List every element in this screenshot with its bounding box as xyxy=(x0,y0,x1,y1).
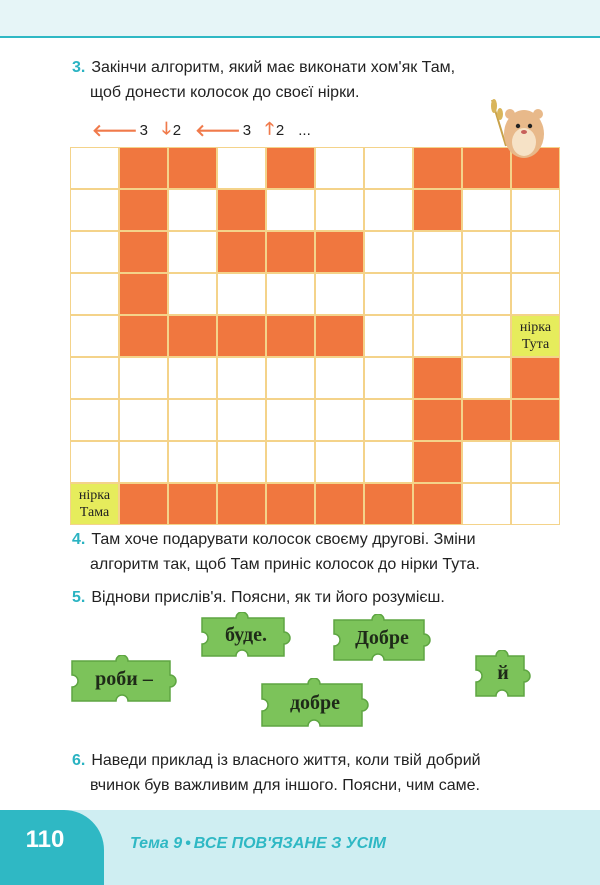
path-cell xyxy=(218,484,265,524)
empty-cell xyxy=(463,190,510,230)
task-text: алгоритм так, щоб Там приніс колосок до нірки Тута. xyxy=(90,556,480,573)
puzzle-word: Добре xyxy=(355,627,409,649)
arrow-up-icon: 🡑 xyxy=(265,119,274,138)
empty-cell xyxy=(71,232,118,272)
puzzle-piece[interactable] xyxy=(198,612,294,662)
arrow-left-icon: 🡐 xyxy=(195,120,241,140)
task-5 xyxy=(72,585,445,610)
empty-cell xyxy=(365,316,412,356)
empty-cell xyxy=(463,316,510,356)
empty-cell xyxy=(512,484,559,524)
empty-cell xyxy=(71,400,118,440)
task-6 xyxy=(72,748,481,798)
arrow-left-icon: 🡐 xyxy=(92,120,138,140)
empty-cell xyxy=(316,274,363,314)
empty-cell xyxy=(218,148,265,188)
footer-theme xyxy=(130,835,386,853)
puzzle-piece[interactable] xyxy=(472,650,534,702)
burrow-name: Тута xyxy=(521,337,550,352)
puzzle-piece[interactable] xyxy=(68,655,180,707)
empty-cell xyxy=(512,190,559,230)
algorithm-step xyxy=(265,116,284,145)
empty-cell xyxy=(512,274,559,314)
step-count: 3 xyxy=(139,122,148,139)
path-cell xyxy=(414,400,461,440)
path-cell xyxy=(120,232,167,272)
empty-cell xyxy=(316,400,363,440)
empty-cell xyxy=(316,190,363,230)
path-cell xyxy=(120,148,167,188)
step-count: 3 xyxy=(242,122,252,139)
path-cell xyxy=(316,316,363,356)
empty-cell xyxy=(512,442,559,482)
path-cell xyxy=(218,316,265,356)
empty-cell xyxy=(120,358,167,398)
task-number: 6. xyxy=(72,752,86,769)
path-cell xyxy=(169,484,216,524)
empty-cell xyxy=(365,274,412,314)
task-text: Закінчи алгоритм, який має виконати хом'як Там, xyxy=(91,59,456,76)
path-cell xyxy=(512,400,559,440)
path-cell xyxy=(218,232,265,272)
empty-cell xyxy=(169,274,216,314)
theme-title: ВСЕ ПОВ'ЯЗАНЕ З УСІМ xyxy=(193,835,386,852)
path-cell xyxy=(120,274,167,314)
path-cell xyxy=(267,484,314,524)
path-cell xyxy=(120,484,167,524)
empty-cell xyxy=(71,190,118,230)
burrow-label: нірка xyxy=(519,320,552,335)
empty-cell xyxy=(71,148,118,188)
empty-cell xyxy=(463,358,510,398)
empty-cell xyxy=(120,442,167,482)
algorithm-step xyxy=(195,116,251,145)
task-text: вчинок був важливим для іншого. Поясни, чим саме. xyxy=(90,777,480,794)
puzzle-word: й xyxy=(497,662,509,684)
algorithm xyxy=(92,116,311,145)
empty-cell xyxy=(365,232,412,272)
empty-cell xyxy=(71,442,118,482)
theme-label: Тема 9 xyxy=(130,835,183,852)
task-text: Віднови прислів'я. Поясни, як ти його розумієш. xyxy=(91,589,445,606)
empty-cell xyxy=(463,442,510,482)
ellipsis: ... xyxy=(298,122,311,139)
algorithm-step xyxy=(162,116,181,145)
task-number: 5. xyxy=(72,589,86,606)
path-cell xyxy=(120,316,167,356)
path-cell xyxy=(414,358,461,398)
empty-cell xyxy=(71,316,118,356)
empty-cell xyxy=(463,274,510,314)
arrow-down-icon: 🡓 xyxy=(161,119,171,138)
maze-grid xyxy=(70,147,560,525)
empty-cell xyxy=(267,442,314,482)
puzzle-piece[interactable] xyxy=(330,614,434,666)
empty-cell xyxy=(365,400,412,440)
path-cell xyxy=(414,148,461,188)
empty-cell xyxy=(169,358,216,398)
empty-cell xyxy=(169,190,216,230)
hamster-icon xyxy=(486,96,548,162)
empty-cell xyxy=(267,274,314,314)
path-cell xyxy=(267,316,314,356)
top-band xyxy=(0,0,600,38)
empty-cell xyxy=(414,316,461,356)
puzzle-word: добре xyxy=(289,692,341,714)
empty-cell xyxy=(365,358,412,398)
path-cell xyxy=(463,400,510,440)
empty-cell xyxy=(169,442,216,482)
task-number: 3. xyxy=(72,59,86,76)
empty-cell xyxy=(365,148,412,188)
path-cell xyxy=(218,190,265,230)
empty-cell xyxy=(267,358,314,398)
separator: • xyxy=(185,835,191,852)
empty-cell xyxy=(71,274,118,314)
empty-cell xyxy=(267,400,314,440)
empty-cell xyxy=(512,232,559,272)
path-cell xyxy=(512,358,559,398)
path-cell xyxy=(414,442,461,482)
empty-cell xyxy=(218,400,265,440)
empty-cell xyxy=(414,274,461,314)
puzzle-word: роби – xyxy=(95,668,153,690)
algorithm-step xyxy=(92,116,148,145)
empty-cell xyxy=(218,442,265,482)
task-text: Там хоче подарувати колосок своєму другові. Зміни xyxy=(91,531,476,548)
page-number: 110 xyxy=(25,826,65,853)
task-number: 4. xyxy=(72,531,86,548)
burrow-label: нірка xyxy=(78,488,111,503)
path-cell xyxy=(365,484,412,524)
path-cell xyxy=(414,190,461,230)
path-cell xyxy=(169,148,216,188)
task-text: Наведи приклад із власного життя, коли твій добрий xyxy=(91,752,481,769)
path-cell xyxy=(120,190,167,230)
empty-cell xyxy=(316,358,363,398)
empty-cell xyxy=(218,274,265,314)
path-cell xyxy=(267,232,314,272)
empty-cell xyxy=(316,442,363,482)
empty-cell xyxy=(365,442,412,482)
empty-cell xyxy=(316,148,363,188)
step-count: 2 xyxy=(275,122,285,139)
algorithm-ellipsis xyxy=(298,116,311,145)
burrow-tam-cell xyxy=(71,484,118,524)
empty-cell xyxy=(169,400,216,440)
path-cell xyxy=(169,316,216,356)
step-count: 2 xyxy=(172,122,182,139)
burrow-tut-cell xyxy=(512,316,559,356)
puzzle-piece[interactable] xyxy=(258,678,372,732)
path-cell xyxy=(316,484,363,524)
task-4 xyxy=(72,527,480,577)
burrow-name: Тама xyxy=(79,505,110,520)
task-text: щоб донести колосок до своєї нірки. xyxy=(90,84,360,101)
empty-cell xyxy=(365,190,412,230)
empty-cell xyxy=(218,358,265,398)
empty-cell xyxy=(71,358,118,398)
puzzle-word: буде. xyxy=(225,624,267,646)
empty-cell xyxy=(463,484,510,524)
empty-cell xyxy=(267,190,314,230)
empty-cell xyxy=(414,232,461,272)
empty-cell xyxy=(120,400,167,440)
empty-cell xyxy=(463,232,510,272)
path-cell xyxy=(414,484,461,524)
path-cell xyxy=(316,232,363,272)
empty-cell xyxy=(169,232,216,272)
path-cell xyxy=(267,148,314,188)
task-3 xyxy=(72,55,455,105)
